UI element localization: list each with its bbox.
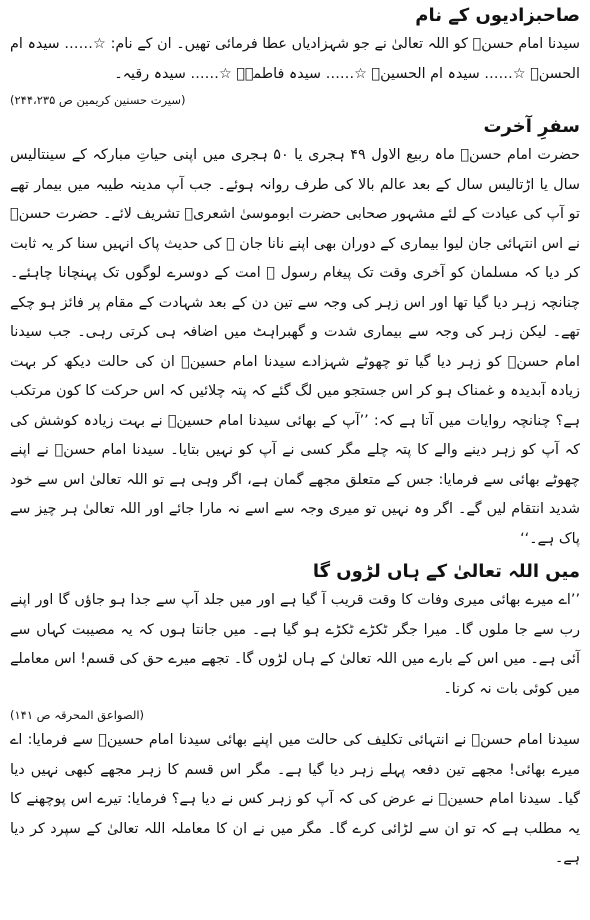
section-heading-daughters: صاحبزادیوں کے نام: [415, 5, 580, 26]
citation-reference: (سیرت حسنین کریمین ص ۲۴۴،۲۳۵): [10, 93, 186, 107]
section-heading-final-journey: سفرِ آخرت: [483, 116, 580, 137]
section-heading-i-will-plead: میں اللہ تعالیٰ کے ہاں لڑوں گا: [312, 561, 580, 582]
citation-reference-sawaiq: (الصواعق المحرقہ ص ۱۴۱): [10, 708, 144, 722]
paragraph-final-journey: حضرت امام حسنؓ ماہ ربیع الاول ۴۹ ہجری یا ۵۰ ہجری میں اپنی حیاتِ مبارکہ کے سینتالیس سال یا اڑتالیس سال کے بعد عالم بالا کی طرف روانہ ہوئے۔ جب آپ مدینہ طیبہ میں بیمار تھے تو آپ کی عیادت کے لئے مشہور صحابی حضرت ابوموسیٰ اشعریؓ تشریف لائے۔ حضرت حسنؓ نے اس انتہائی جان لیوا بیماری کے دوران بھی اپنے نانا جان ﷺ کی حدیث پاک انہیں سنا کر یہ ثابت کر دیا کہ مسلمان کو آخری وقت تک پیغام رسول ﷺ امت کے دوسرے لوگوں تک پہنچانا چاہئے۔ چنانچہ زہر دیا گیا تھا اور اس زہر کی وجہ سے تین دن کے بعد شہادت کے مقام پر فائز ہو چکے تھے۔ لیکن زہر کی وجہ سے بیماری شدت و گھبراہٹ میں اضافہ ہی کرتی رہی۔ جب سیدنا امام حسنؓ کو زہر دیا گیا تو چھوٹے شہزادے سیدنا امام حسینؓ ان کی حالت دیکھ کر بہت زیادہ آبدیدہ و غمناک ہو کر اس جستجو میں لگ گئے کہ پتہ چلائیں کہ اس حرکت کا کون مرتکب ہے؟ چنانچہ روایات میں آتا ہے کہ: ’’آپ کے بھائی سیدنا امام حسینؓ نے بہت زیادہ کوشش کی کہ آپ کو زہر دینے والے کا پتہ چلے مگر کسی نے آپ کو نہیں بتایا۔ سیدنا امام حسنؓ نے اپنے چھوٹے بھائی سے فرمایا: جس کے متعلق مجھے گمان ہے، اگر وہی ہے تو اللہ تعالیٰ اس سے خود شدید انتقام لیں گے۔ اگر وہ نہیں تو میری وجہ سے اسے نہ مارا جائے اور اللہ تعالیٰ ہر چیز سے پاک ہے۔‘‘: [10, 147, 581, 547]
paragraph-conversation: سیدنا امام حسنؓ نے انتہائی تکلیف کی حالت میں اپنے بھائی سیدنا امام حسینؓ سے فرمایا: اے میرے بھائی! مجھے تین دفعہ پہلے زہر دیا گیا ہے۔ مگر اس قسم کا زہر مجھے کبھی نہیں دیا گیا۔ سیدنا امام حسینؓ نے عرض کی کہ آپ کو زہر کس نے دیا ہے؟ فرمایا: تیرے اس پوچھنے کا یہ مطلب ہے کہ تو ان سے لڑائی کرے گا۔ مگر میں نے ان کا معاملہ اللہ تعالیٰ کے سپرد کر دیا ہے۔: [10, 732, 580, 866]
paragraph-quote: ’’اے میرے بھائی میری وفات کا وقت قریب آ گیا ہے اور میں جلد آپ سے جدا ہو جاؤں گا اور اپنے رب سے جا ملوں گا۔ میرا جگر ٹکڑے ٹکڑے ہو گیا ہے۔ میں جانتا ہوں کہ یہ مصیبت کہاں سے آئی ہے۔ میں اس کے بارے میں اللہ تعالیٰ کے ہاں لڑوں گا۔ تجھے میرے حق کی قسم! اس معاملے میں کوئی بات نہ کرنا۔: [10, 592, 580, 697]
paragraph-daughters-names: سیدنا امام حسنؓ کو اللہ تعالیٰ نے جو شہزادیاں عطا فرمائی تھیں۔ ان کے نام: ☆…… سیدہ ام الحسنؓ ☆…… سیدہ ام الحسینؓ ☆…… سیدہ فاطمہؓ ☆…… سیدہ رقیہ۔: [10, 36, 580, 82]
